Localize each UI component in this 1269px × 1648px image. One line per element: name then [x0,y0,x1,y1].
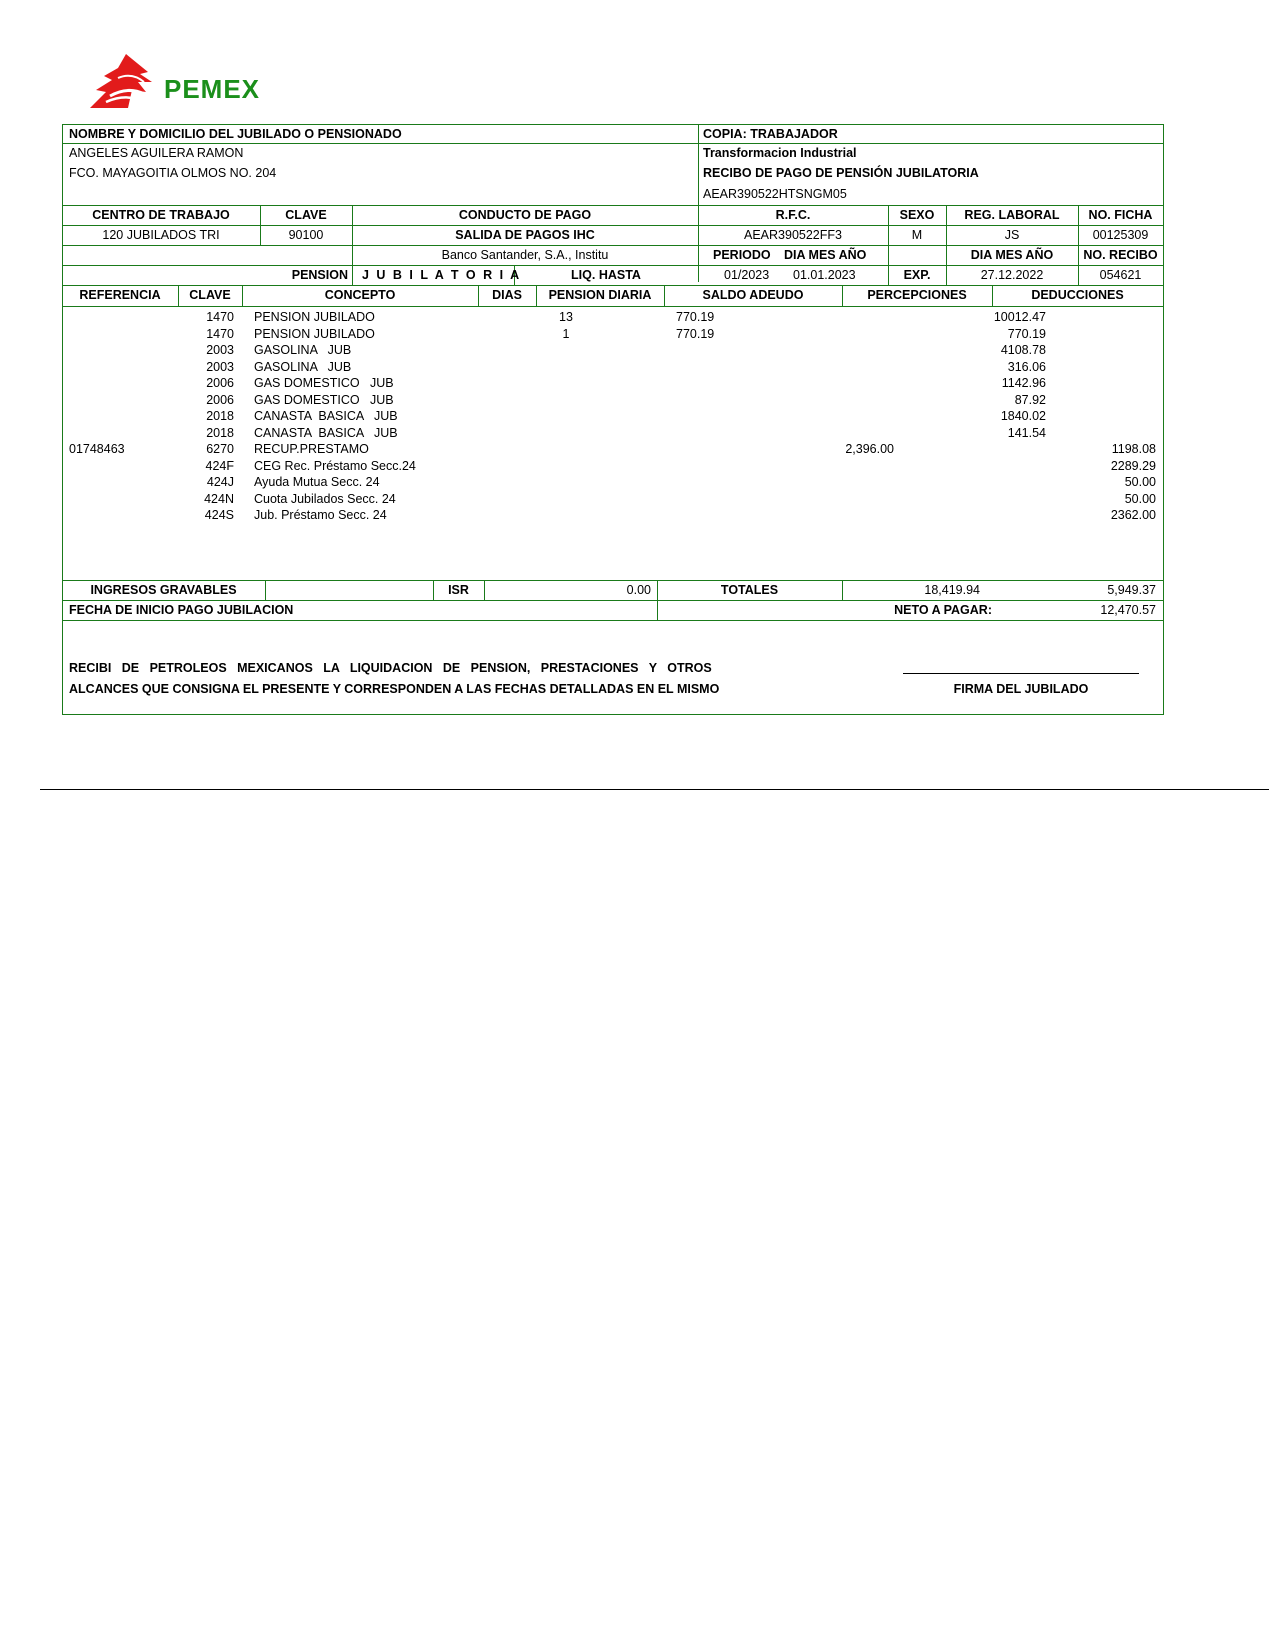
col-header-dias: DIAS [492,288,522,302]
declaration-line-2: ALCANCES QUE CONSIGNA EL PRESENTE Y CORRESPONDEN A LAS FECHAS DETALLADAS EN EL MISMO [69,682,720,696]
cell-concepto: CANASTA BASICA JUB [254,409,398,423]
labor-reg-label: REG. LABORAL [964,208,1060,222]
cell-concepto: Ayuda Mutua Secc. 24 [254,475,380,489]
clave-label: CLAVE [285,208,327,222]
labor-reg: JS [1004,228,1020,242]
declaration-line-1: RECIBI DE PETROLEOS MEXICANOS LA LIQUIDACION DE PENSION, PRESTACIONES Y OTROS [69,661,712,675]
curp: AEAR390522HTSNGM05 [703,187,847,201]
net-label: NETO A PAGAR: [894,603,992,617]
exp-date: 27.12.2022 [980,268,1044,282]
receipt-no: 054621 [1099,268,1142,282]
cell-perc: 87.92 [1014,392,1046,407]
copy-label: COPIA: TRABAJADOR [703,127,838,141]
signature-label: FIRMA DEL JUBILADO [953,682,1089,696]
exp-label: EXP. [903,268,931,282]
cell-ded: 2362.00 [1110,508,1156,522]
cell-ded: 2289.29 [1110,458,1156,473]
beneficiary-label: NOMBRE Y DOMICILIO DEL JUBILADO O PENSIONADO [69,127,402,141]
rfc: AEAR390522FF3 [744,228,842,242]
taxable-label: INGRESOS GRAVABLES [90,583,237,597]
cell-concepto: CANASTA BASICA JUB [254,425,398,440]
separator-line [40,789,1269,790]
work-center-label: CENTRO DE TRABAJO [92,208,230,222]
receipt-no-label: NO. RECIBO [1083,248,1158,262]
cell-concepto: CEG Rec. Préstamo Secc.24 [254,458,416,473]
pension-type: J U B I L A T O R I A [362,268,522,282]
receipt-title: RECIBO DE PAGO DE PENSIÓN JUBILATORIA [703,166,979,180]
cell-ded: 50.00 [1124,491,1156,506]
cell-diaria: 770.19 [676,326,715,341]
col-header-referencia: REFERENCIA [79,288,161,302]
col-header-pension-diaria: PENSION DIARIA [548,288,652,302]
dma-label-1: DIA MES AÑO [784,248,867,262]
pemex-wordmark: PEMEX [164,74,261,104]
signature-line [903,673,1139,674]
col-header-deducciones: DEDUCCIONES [1031,288,1124,302]
total-perc: 18,419.94 [924,583,980,597]
cell-concepto: RECUP.PRESTAMO [254,442,369,456]
department: Transformacion Industrial [703,146,857,160]
cell-perc: 10012.47 [993,310,1046,324]
cell-perc: 4108.78 [1000,343,1046,357]
sex-label: SEXO [899,208,935,222]
cell-clave: 424S [204,508,234,522]
cell-concepto: GASOLINA JUB [254,359,352,374]
payment-label: CONDUCTO DE PAGO [458,208,592,222]
cell-clave: 424J [206,475,234,489]
cell-concepto: GAS DOMESTICO JUB [254,392,394,407]
file-no: 00125309 [1092,228,1149,242]
cell-saldo: 2,396.00 [845,442,894,456]
cell-diaria: 770.19 [676,310,715,324]
sex: M [911,228,923,242]
dma-label-2: DIA MES AÑO [970,248,1054,262]
cell-concepto: GAS DOMESTICO JUB [254,376,394,390]
col-header-clave: CLAVE [189,288,231,302]
cell-perc: 1840.02 [1000,409,1046,423]
cell-dias: 1 [562,326,570,341]
col-header-concepto: CONCEPTO [324,288,396,302]
cell-ref: 01748463 [69,442,125,456]
beneficiary-address: FCO. MAYAGOITIA OLMOS NO. 204 [69,166,277,180]
cell-ded: 1198.08 [1111,442,1156,456]
isr-value: 0.00 [626,583,651,597]
cell-ded: 50.00 [1124,475,1156,489]
cell-perc: 141.54 [1007,425,1046,440]
liq-label: LIQ. HASTA [571,268,641,282]
cell-dias: 13 [559,310,573,324]
cell-concepto: PENSION JUBILADO [254,310,375,324]
cell-clave: 424N [204,491,234,506]
col-header-percepciones: PERCEPCIONES [867,288,967,302]
period-label: PERIODO [713,248,771,262]
beneficiary-name: ANGELES AGUILERA RAMON [69,146,244,160]
cell-clave: 6270 [206,442,234,456]
cell-clave: 424F [205,458,234,473]
pemex-eagle-icon [88,52,158,112]
cell-clave: 2003 [206,343,234,357]
cell-clave: 1470 [206,310,234,324]
start-date-label: FECHA DE INICIO PAGO JUBILACION [69,603,294,617]
payment: SALIDA DE PAGOS IHC [455,228,595,242]
net-value: 12,470.57 [1100,603,1156,617]
cell-concepto: Jub. Préstamo Secc. 24 [254,508,387,522]
file-no-label: NO. FICHA [1088,208,1153,222]
bank: Banco Santander, S.A., Institu [441,248,609,262]
cell-perc: 316.06 [1007,359,1046,374]
col-header-saldo-adeudo: SALDO ADEUDO [702,288,804,302]
cell-clave: 2006 [206,376,234,390]
totals-label: TOTALES [720,583,779,597]
cell-clave: 2006 [206,392,234,407]
cell-perc: 770.19 [1007,326,1046,341]
period: 01/2023 [724,268,770,282]
total-ded: 5,949.37 [1107,583,1156,597]
liq-date: 01.01.2023 [793,268,856,282]
cell-concepto: PENSION JUBILADO [254,326,375,341]
cell-concepto: GASOLINA JUB [254,343,352,357]
cell-clave: 2018 [206,409,234,423]
pemex-logo [88,52,288,112]
cell-clave: 1470 [206,326,234,341]
cell-perc: 1142.96 [1001,376,1046,390]
cell-clave: 2018 [206,425,234,440]
clave: 90100 [288,228,324,242]
pension-label: PENSION [291,268,348,282]
work-center: 120 JUBILADOS TRI [102,228,220,242]
cell-clave: 2003 [206,359,234,374]
isr-label: ISR [448,583,469,597]
rfc-label: R.F.C. [775,208,811,222]
cell-concepto: Cuota Jubilados Secc. 24 [254,491,396,506]
